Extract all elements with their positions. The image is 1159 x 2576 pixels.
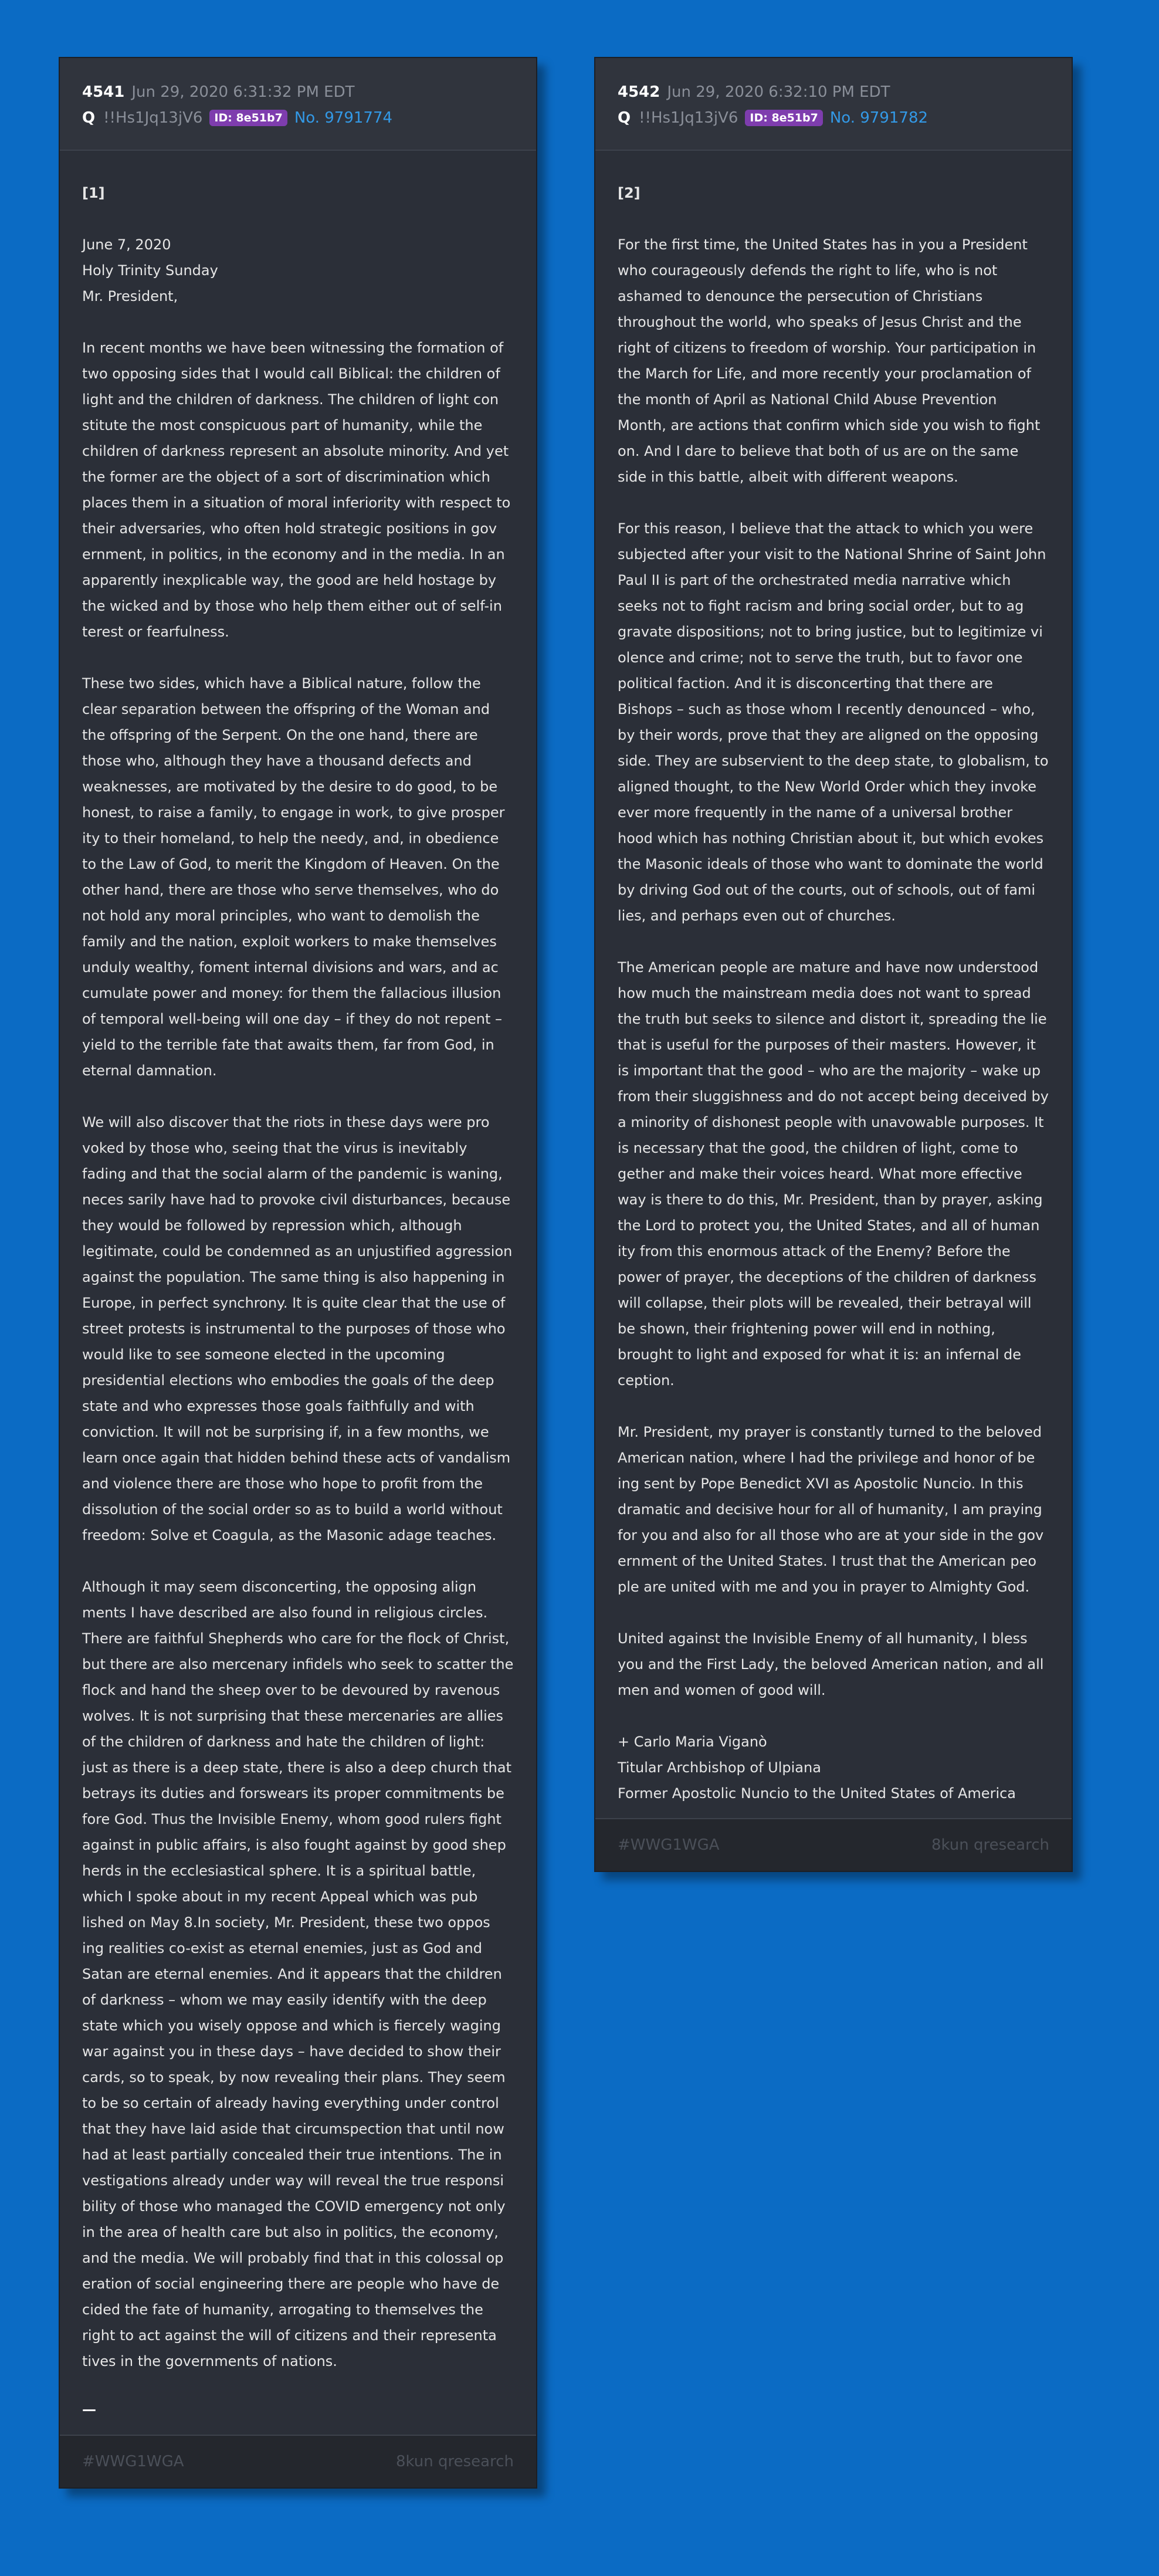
- post-header: [595, 58, 1072, 151]
- post-tag: [1]: [82, 185, 105, 201]
- post-author-row: [618, 105, 1049, 131]
- signature-block: + Carlo Maria Viganò Titular Archbishop of Ulpiana Former Apostolic Nuncio to the United States of America: [618, 1734, 1016, 1802]
- source-link[interactable]: 8kun qresearch: [395, 2453, 514, 2470]
- post-date: Jun 29, 2020 6:31:32 PM EDT: [131, 83, 355, 101]
- post-body: [60, 151, 536, 2422]
- post-meta-row: [82, 79, 514, 105]
- post-paragraph: These two sides, which have a Biblical nature, follow the clear separation between the offspring of the Woman and the offspring of the Serpent. On the one hand, there are those who, although they have a thousand defects and weaknesses, are motivated by the desire to do good, to be honest, to raise a family, to engage in work, to give prosper ity to their homeland, to help the needy, and, in obedience to the Law of God, to merit the Kingdom of Heaven. On the other hand, there are those who serve themselves, who do not hold any moral principles, who want to demolish the family and the nation, exploit workers to make themselves unduly wealthy, foment internal divisions and wars, and ac cumulate power and money: for them the fallacious illusion of temporal well-being will one day – if they do not repent – yield to the terrible fate that awaits them, far from God, in eternal damnation.: [82, 675, 505, 1079]
- post-card: [59, 57, 537, 2489]
- post-author-row: [82, 105, 514, 131]
- post-number: 4541: [82, 83, 125, 101]
- post-number-link[interactable]: No. 9791774: [294, 109, 393, 127]
- post-header: [60, 58, 536, 151]
- post-card: [594, 57, 1073, 1872]
- post-number: 4542: [618, 83, 660, 101]
- post-tag: [2]: [618, 185, 640, 201]
- post-paragraph: United against the Invisible Enemy of all humanity, I bless you and the First Lady, the beloved American nation, and all men and women of good will.: [618, 1630, 1044, 1698]
- post-paragraph: For the first time, the United States has in you a President who courageously defends the right to life, who is not ashamed to denounce the persecution of Christians throughout the world, who speaks of Jesus Christ and the right of citizens to freedom of worship. Your participation in the March for Life, and more recently your proclamation of the month of April as National Child Abuse Prevention Month, are actions that confirm which side you wish to fight on. And I dare to believe that both of us are on the same side in this battle, albeit with different weapons.: [618, 236, 1041, 485]
- post-paragraph: The American people are mature and have now understood how much the mainstream media does not want to spread the truth but seeks to silence and distort it, spreading the lie that is useful for the purposes of their masters. However, it is important that the good – who are the majority – wake up from their sluggishness and do not accept being deceived by a minority of dishonest people with unavowable purposes. It is necessary that the good, the children of light, come to gether and make their voices heard. What more effective way is there to do this, Mr. President, than by prayer, asking the Lord to protect you, the United States, and all of human ity from this enormous attack of the Enemy? Before the power of prayer, the deceptions of the children of darkness will collapse, their plots will be revealed, their betrayal will be shown, their frightening power will end in nothing, brought to light and exposed for what it is: an infernal de ception.: [618, 959, 1049, 1389]
- hashtag-link[interactable]: #WWG1WGA: [618, 1836, 720, 1854]
- post-paragraph: Although it may seem disconcerting, the opposing align ments I have described are also found in religious circles. There are faithful Shepherds who care for the flock of Christ, but there are also mercenary infidels who seek to scatter the flock and hand the sheep over to be devoured by ravenous wolves. It is not surprising that these mercenaries are allies of the children of darkness and hate the children of light: just as there is a deep state, there is also a deep church that betrays its duties and forswears its proper commitments be fore God. Thus the Invisible Enemy, whom good rulers fight against in public affairs, is also fought against by good shep herds in the ecclesiastical sphere. It is a spiritual battle, which I spoke about in my recent Appeal which was pub lished on May 8.In society, Mr. President, these two oppos ing realities co-exist as eternal enemies, just as God and Satan are eternal enemies. And it appears that the children of darkness – whom we may easily identify with the deep state which you wisely oppose and which is fiercely waging war against you in these days – have decided to show their cards, so to speak, by now revealing their plans. They seem to be so certain of already having everything under control that they have laid aside that circumspection that until now had at least partially concealed their true intentions. The in vestigations already under way will reveal the true responsi bility of those who managed the COVID emergency not only in the area of health care but also in politics, the economy, and the media. We will probably find that in this colossal op eration of social engineering there are people who have de cided the fate of humanity, arrogating to themselves the right to act against the will of citizens and their representa tives in the governments of nations.: [82, 1579, 514, 2369]
- post-date: Jun 29, 2020 6:32:10 PM EDT: [667, 83, 890, 101]
- post-body: [595, 151, 1072, 1806]
- author-name: Q: [82, 109, 96, 127]
- id-badge: ID: 8e51b7: [745, 110, 822, 126]
- post-paragraph: In recent months we have been witnessing the formation of two opposing sides that I would call Biblical: the children of light and the children of darkness. The children of light con stitute the most conspicuous part of humanity, while the children of darkness represent an absolute minority. And yet the former are the object of a sort of discrimination which places them in a situation of moral inferiority with respect to their adversaries, who often hold strategic positions in gov ernment, in politics, in the economy and in the media. In an apparently inexplicable way, the good are held hostage by the wicked and by those who help them either out of self-in terest or fearfulness.: [82, 340, 511, 640]
- hashtag-link[interactable]: #WWG1WGA: [82, 2453, 184, 2470]
- tripcode: !!Hs1Jq13jV6: [639, 109, 738, 127]
- closing-mark: —: [82, 2401, 96, 2418]
- post-paragraph: For this reason, I believe that the attack to which you were subjected after your visit to the National Shrine of Saint John Paul II is part of the orchestrated media narrative which seeks not to fight racism and bring social order, but to ag gravate dispositions; not to bring justice, but to legitimize vi olence and crime; not to serve the truth, but to favor one political faction. And it is disconcerting that there are Bishops – such as those whom I recently denounced – who, by their words, prove that they are aligned on the opposing side. They are subservient to the deep state, to globalism, to aligned thought, to the New World Order which they invoke ever more frequently in the name of a universal brother hood which has nothing Christian about it, but which evokes the Masonic ideals of those who want to dominate the world by driving God out of the courts, out of schools, out of fami lies, and perhaps even out of churches.: [618, 520, 1049, 924]
- author-name: Q: [618, 109, 631, 127]
- source-link[interactable]: 8kun qresearch: [931, 1836, 1049, 1854]
- tripcode: !!Hs1Jq13jV6: [103, 109, 203, 127]
- post-footer: [60, 2435, 536, 2487]
- post-paragraph: June 7, 2020 Holy Trinity Sunday Mr. President,: [82, 236, 218, 304]
- post-paragraph: We will also discover that the riots in these days were pro voked by those who, seeing that the virus is inevitably fading and that the social alarm of the pandemic is waning, neces sarily have had to provoke civil disturbances, because they would be followed by repression which, although legitimate, could be condemned as an unjustified aggression against the population. The same thing is also happening in Europe, in perfect synchrony. It is quite clear that the use of street protests is instrumental to the purposes of those who would like to see someone elected in the upcoming presidential elections who embodies the goals of the deep state and who expresses those goals faithfully and with conviction. It will not be surprising if, in a few months, we learn once again that hidden behind these acts of vandalism and violence there are those who hope to profit from the dissolution of the social order so as to build a world without freedom: Solve et Coagula, as the Masonic adage teaches.: [82, 1114, 513, 1543]
- post-meta-row: [618, 79, 1049, 105]
- post-paragraph: Mr. President, my prayer is constantly turned to the beloved American nation, where I had the privilege and honor of be ing sent by Pope Benedict XVI as Apostolic Nuncio. In this dramatic and decisive hour for all of humanity, I am praying for you and also for all those who are at your side in the gov ernment of the United States. I trust that the American peo ple are united with me and you in prayer to Almighty God.: [618, 1424, 1044, 1595]
- id-badge: ID: 8e51b7: [209, 110, 287, 126]
- post-number-link[interactable]: No. 9791782: [829, 109, 928, 127]
- post-footer: [595, 1818, 1072, 1871]
